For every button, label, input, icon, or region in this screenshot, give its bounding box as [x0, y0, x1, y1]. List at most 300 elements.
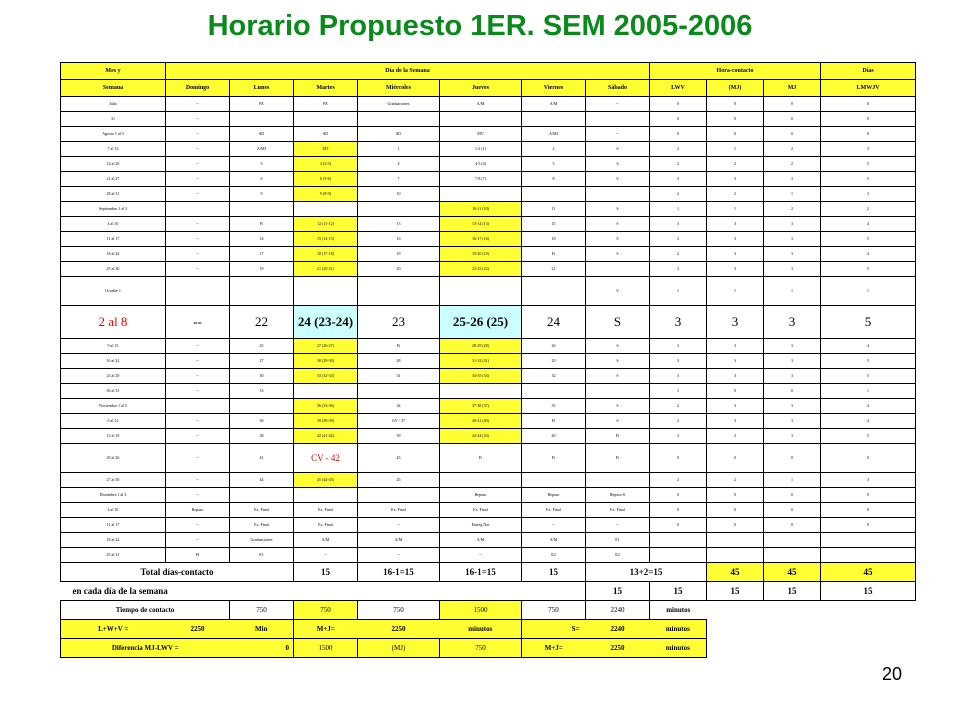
lwv-e: 2250	[358, 620, 440, 639]
table-cell: 2	[650, 473, 707, 488]
table-cell: E2	[522, 548, 586, 563]
table-cell	[764, 533, 821, 548]
table-cell: S	[586, 172, 650, 187]
table-cell: --	[586, 518, 650, 533]
table-cell: --	[166, 247, 230, 262]
table-cell: 3	[707, 339, 764, 354]
table-cell: Entreg.Not	[440, 518, 522, 533]
table-row	[61, 429, 916, 444]
table-cell: 3	[821, 142, 916, 157]
table-cell: 36 (33-36)	[294, 399, 358, 414]
table-cell: MV	[440, 127, 522, 142]
table-cell: 10	[358, 187, 440, 202]
table-cell: Fi	[230, 217, 294, 232]
table-cell: 39	[358, 429, 440, 444]
table-cell: PE	[294, 97, 358, 112]
table-cell	[230, 399, 294, 414]
table-row	[61, 518, 916, 533]
table-cell: 5	[821, 306, 916, 339]
table-cell: 44	[230, 473, 294, 488]
dif-row	[61, 639, 916, 658]
table-cell	[358, 488, 440, 503]
row-label: 11 al 17	[61, 232, 166, 247]
table-cell: S	[586, 414, 650, 429]
table-cell: Ex. Final	[440, 503, 522, 518]
table-cell: 0	[707, 518, 764, 533]
table-cell: 0	[650, 112, 707, 127]
dif-b: 0	[230, 639, 294, 658]
table-cell: 28	[358, 354, 440, 369]
table-cell	[294, 112, 358, 127]
table-cell: 28-29 (28)	[440, 339, 522, 354]
table-cell: A/M	[294, 533, 358, 548]
row-label: 4 al 10	[61, 503, 166, 518]
table-cell: 40	[522, 429, 586, 444]
table-cell: 3	[707, 247, 764, 262]
table-cell: 37-38 (37)	[440, 399, 522, 414]
table-row	[61, 548, 916, 563]
tiempo-val: 2240	[586, 601, 650, 620]
table-cell: --	[166, 157, 230, 172]
table-cell: E1	[230, 548, 294, 563]
table-cell: --	[166, 473, 230, 488]
table-cell: 21 (20-21)	[294, 262, 358, 277]
table-cell: FI	[166, 548, 230, 563]
table-cell: 5	[821, 262, 916, 277]
table-cell: --	[166, 97, 230, 112]
table-cell: 3	[650, 262, 707, 277]
tiempo-val: 750	[358, 601, 440, 620]
table-cell: 3	[764, 354, 821, 369]
table-cell: MT	[294, 142, 358, 157]
table-cell: 27	[230, 354, 294, 369]
row-label: 11 al 17	[61, 518, 166, 533]
table-cell: 2	[707, 187, 764, 202]
table-cell: 30	[230, 369, 294, 384]
table-cell: S	[586, 247, 650, 262]
row-label: 6 al 12	[61, 414, 166, 429]
table-row	[61, 369, 916, 384]
table-cell: S	[586, 306, 650, 339]
table-cell: A/M	[440, 97, 522, 112]
table-cell: 2	[650, 399, 707, 414]
table-cell: --	[166, 142, 230, 157]
table-cell: 40-41 (40)	[440, 414, 522, 429]
weekday-val: 15	[586, 582, 650, 601]
table-cell: 5	[821, 157, 916, 172]
table-cell	[358, 202, 440, 217]
table-cell: 2	[522, 142, 586, 157]
table-cell: 3	[764, 339, 821, 354]
table-cell: 3	[707, 399, 764, 414]
table-cell	[166, 277, 230, 306]
table-cell: 22-23 (22)	[440, 262, 522, 277]
table-cell: --	[166, 414, 230, 429]
table-cell	[358, 112, 440, 127]
table-cell: 0	[650, 444, 707, 473]
table-cell: 4-5 (4)	[440, 157, 522, 172]
table-cell: --	[166, 306, 230, 339]
table-row	[61, 354, 916, 369]
table-cell: 0	[821, 503, 916, 518]
table-row	[61, 112, 916, 127]
total-hora: 45	[764, 563, 821, 582]
table-cell	[294, 277, 358, 306]
table-cell: 18 (17-18)	[294, 247, 358, 262]
table-cell: Repaso	[166, 503, 230, 518]
table-cell	[522, 112, 586, 127]
table-cell: Fi	[358, 339, 440, 354]
table-cell: 20	[358, 262, 440, 277]
table-cell: --	[166, 217, 230, 232]
table-cell: 2	[650, 187, 707, 202]
table-cell: --	[166, 339, 230, 354]
table-cell: --	[166, 232, 230, 247]
table-cell: 3	[764, 217, 821, 232]
row-label: Septiembre 1 al 3	[61, 202, 166, 217]
lwv-row	[61, 620, 916, 639]
table-cell: 6 (5-6)	[294, 172, 358, 187]
table-cell: --	[166, 354, 230, 369]
table-cell: 1	[650, 202, 707, 217]
table-cell: PE	[230, 97, 294, 112]
table-cell	[440, 277, 522, 306]
header-mj-paren: (MJ)	[707, 80, 764, 97]
table-cell: 38	[230, 429, 294, 444]
table-cell: 39 (38-39)	[294, 414, 358, 429]
table-cell: 45	[358, 473, 440, 488]
header-miercoles: Miércoles	[358, 80, 440, 97]
table-cell: S	[586, 277, 650, 306]
row-label: Octubre 1	[61, 277, 166, 306]
table-cell: Fi	[586, 444, 650, 473]
table-cell: 0	[764, 112, 821, 127]
page-number: 20	[882, 664, 903, 684]
row-label: 18 al 24	[61, 247, 166, 262]
table-cell: --	[522, 518, 586, 533]
tiempo-val: 1500	[440, 601, 522, 620]
table-cell: E1	[586, 533, 650, 548]
table-cell: Graduaciones	[358, 97, 440, 112]
table-cell: 3	[650, 429, 707, 444]
table-cell: A/M	[522, 533, 586, 548]
header-mj: MJ	[764, 80, 821, 97]
table-cell: --	[166, 429, 230, 444]
tiempo-val: 750	[522, 601, 586, 620]
table-cell: 0	[707, 384, 764, 399]
table-cell	[230, 112, 294, 127]
header-lunes: Lunes	[230, 80, 294, 97]
table-cell: 3	[707, 354, 764, 369]
lwv-f: minutos	[440, 620, 522, 639]
schedule-table	[60, 62, 916, 658]
row-label: Noviembre 1 al 5	[61, 399, 166, 414]
table-cell: 41	[230, 444, 294, 473]
header-domingo: Domingo	[166, 80, 230, 97]
table-cell: 0	[764, 384, 821, 399]
table-cell: 45 (44-45)	[294, 473, 358, 488]
table-cell: 19	[230, 262, 294, 277]
table-cell: 3	[650, 369, 707, 384]
table-cell: 0	[821, 444, 916, 473]
table-cell: Fi	[440, 444, 522, 473]
table-cell: 3	[764, 414, 821, 429]
table-cell: 1	[821, 384, 916, 399]
table-cell	[294, 488, 358, 503]
table-cell	[358, 277, 440, 306]
row-label: 16 al 22	[61, 354, 166, 369]
table-cell: GV - 37	[358, 414, 440, 429]
table-row	[61, 142, 916, 157]
dif-d: (MJ)	[358, 639, 440, 658]
table-row	[61, 127, 916, 142]
table-cell: 29	[522, 354, 586, 369]
table-cell: S	[586, 232, 650, 247]
table-cell: 2	[650, 247, 707, 262]
table-cell: 1	[707, 202, 764, 217]
table-cell: S	[586, 399, 650, 414]
dif-c: 1500	[294, 639, 358, 658]
table-cell: 3	[707, 172, 764, 187]
table-cell: 23	[358, 306, 440, 339]
table-cell: 35	[522, 399, 586, 414]
table-cell: --	[166, 112, 230, 127]
table-cell: 5	[821, 354, 916, 369]
table-cell: 3	[707, 429, 764, 444]
table-row	[61, 97, 916, 112]
table-cell: 7-8 (7)	[440, 172, 522, 187]
table-cell: 1	[707, 142, 764, 157]
table-cell: Ex. Final	[294, 518, 358, 533]
table-cell: Ex. Final	[230, 518, 294, 533]
table-row	[61, 277, 916, 306]
total-val: 16-1=15	[440, 563, 522, 582]
table-cell: Ex. Final	[358, 503, 440, 518]
table-cell: 3	[650, 232, 707, 247]
table-cell: 3	[707, 306, 764, 339]
table-cell: Fi	[522, 247, 586, 262]
table-cell: --	[294, 548, 358, 563]
table-cell: S	[586, 369, 650, 384]
table-cell: 12 (11-12)	[294, 217, 358, 232]
table-cell	[294, 202, 358, 217]
table-row	[61, 384, 916, 399]
table-cell: 26	[522, 339, 586, 354]
table-cell: 0	[821, 488, 916, 503]
weekday-val: 15	[650, 582, 707, 601]
table-cell: 3	[707, 414, 764, 429]
table-cell: 3	[764, 306, 821, 339]
table-cell: 43	[358, 444, 440, 473]
table-cell: 5	[821, 369, 916, 384]
weekday-label: en cada día de la semana	[61, 582, 586, 601]
row-label: 23 al 29	[61, 369, 166, 384]
table-cell: 4	[358, 157, 440, 172]
table-cell: 5	[522, 157, 586, 172]
row-label: Diciembre 1 al 3	[61, 488, 166, 503]
header-row-1	[61, 63, 916, 80]
table-cell: --	[166, 384, 230, 399]
table-cell: --	[586, 127, 650, 142]
table-cell: 18	[522, 232, 586, 247]
row-label: 2 al 8	[61, 306, 166, 339]
table-cell: Ex. Final	[294, 503, 358, 518]
total-hora: 45	[707, 563, 764, 582]
table-cell	[707, 548, 764, 563]
table-cell: 3 (2-3)	[294, 157, 358, 172]
table-row	[61, 473, 916, 488]
table-row	[61, 399, 916, 414]
table-cell: 6	[230, 172, 294, 187]
tiempo-val: 750	[230, 601, 294, 620]
table-cell: Repaso-S	[586, 488, 650, 503]
total-label: Total días-contacto	[61, 563, 294, 582]
lwv-b: 2250	[166, 620, 230, 639]
table-cell: 30 (29-30)	[294, 354, 358, 369]
table-cell: 3	[764, 247, 821, 262]
table-cell: 33 (32-33)	[294, 369, 358, 384]
row-label: 14 al 20	[61, 157, 166, 172]
table-cell: --	[166, 187, 230, 202]
table-cell: 25-26 (25)	[440, 306, 522, 339]
header-lwv: LWV	[650, 80, 707, 97]
table-cell: 24	[522, 306, 586, 339]
table-cell: 3	[650, 339, 707, 354]
table-cell: 8	[522, 172, 586, 187]
table-row	[61, 262, 916, 277]
header-semana: Semana	[61, 80, 166, 97]
table-cell: E2	[586, 548, 650, 563]
row-label: 18 al 24	[61, 533, 166, 548]
table-cell: 21	[522, 262, 586, 277]
table-cell: 3	[650, 354, 707, 369]
table-cell	[650, 533, 707, 548]
row-label: 4 al 10	[61, 217, 166, 232]
table-cell	[230, 488, 294, 503]
table-cell: 4	[821, 339, 916, 354]
table-cell: 5	[821, 172, 916, 187]
table-cell: 3	[764, 429, 821, 444]
weekday-val: 15	[707, 582, 764, 601]
weekday-row	[61, 582, 916, 601]
table-row	[61, 488, 916, 503]
table-cell: 1	[650, 384, 707, 399]
row-label: 13 al 19	[61, 429, 166, 444]
row-label: 31	[61, 112, 166, 127]
table-cell: 0	[764, 503, 821, 518]
table-cell: S	[586, 202, 650, 217]
dif-g: 2250	[586, 639, 650, 658]
lwv-c: Min	[230, 620, 294, 639]
table-cell: 24 (23-24)	[294, 306, 358, 339]
page-title: Horario Propuesto 1ER. SEM 2005-2006	[207, 10, 753, 42]
table-cell: Ex. Final	[230, 503, 294, 518]
table-cell: --	[358, 548, 440, 563]
table-cell: 1	[358, 142, 440, 157]
table-cell: 3	[764, 172, 821, 187]
table-cell: Repaso	[522, 488, 586, 503]
table-cell: SD	[294, 127, 358, 142]
table-cell: 10-11 (10)	[440, 202, 522, 217]
table-cell	[821, 548, 916, 563]
table-cell: 2	[764, 202, 821, 217]
table-cell: 1	[764, 187, 821, 202]
header-martes: Martes	[294, 80, 358, 97]
table-cell: 4	[821, 217, 916, 232]
table-row	[61, 232, 916, 247]
table-cell: A/M	[440, 533, 522, 548]
header-dias: Días	[821, 63, 916, 80]
table-cell: --	[166, 488, 230, 503]
table-cell: 3	[764, 262, 821, 277]
header-mes: Mes y	[61, 63, 166, 80]
table-cell	[358, 384, 440, 399]
table-cell: 9 (8-9)	[294, 187, 358, 202]
table-cell: 19	[358, 247, 440, 262]
table-cell: 19-20 (19)	[440, 247, 522, 262]
row-label: 20 al 26	[61, 444, 166, 473]
row-label: 30 al 31	[61, 384, 166, 399]
weekday-val: 15	[821, 582, 916, 601]
table-cell: --	[166, 262, 230, 277]
table-cell: 15	[522, 217, 586, 232]
table-cell: SD	[230, 127, 294, 142]
table-cell	[522, 473, 586, 488]
table-cell: 0	[707, 444, 764, 473]
row-label: Agosto 1 al 3	[61, 127, 166, 142]
dif-h: minutos	[650, 639, 707, 658]
table-cell: 4	[821, 247, 916, 262]
table-cell: S	[586, 142, 650, 157]
table-row	[61, 306, 916, 339]
table-cell: 0	[764, 97, 821, 112]
table-cell: 0	[764, 518, 821, 533]
total-hora: 45	[821, 563, 916, 582]
table-cell: 0	[650, 97, 707, 112]
table-cell: 11	[522, 202, 586, 217]
header-lmwjv: LMWJV	[821, 80, 916, 97]
table-cell: 0	[650, 127, 707, 142]
table-cell: 5	[821, 429, 916, 444]
row-label: 25 al 31	[61, 548, 166, 563]
table-cell: 1	[764, 277, 821, 306]
table-cell	[586, 112, 650, 127]
table-cell	[230, 277, 294, 306]
table-cell	[440, 384, 522, 399]
table-cell	[586, 187, 650, 202]
table-cell: 13	[358, 217, 440, 232]
table-cell: --	[166, 127, 230, 142]
table-cell: 31-32 (31)	[440, 354, 522, 369]
table-row	[61, 533, 916, 548]
table-cell: 0	[764, 127, 821, 142]
table-cell	[821, 533, 916, 548]
total-val: 13+2=15	[586, 563, 707, 582]
table-cell: 2	[650, 142, 707, 157]
total-val: 15	[294, 563, 358, 582]
tiempo-row	[61, 601, 916, 620]
table-cell: Fi	[586, 429, 650, 444]
row-label: 7 al 13	[61, 142, 166, 157]
table-cell: 2	[650, 157, 707, 172]
table-row	[61, 157, 916, 172]
table-cell	[707, 533, 764, 548]
table-cell: --	[586, 97, 650, 112]
table-cell: 0	[764, 444, 821, 473]
table-cell: 2	[764, 142, 821, 157]
table-cell	[522, 384, 586, 399]
table-cell: CV - 42	[294, 444, 358, 473]
